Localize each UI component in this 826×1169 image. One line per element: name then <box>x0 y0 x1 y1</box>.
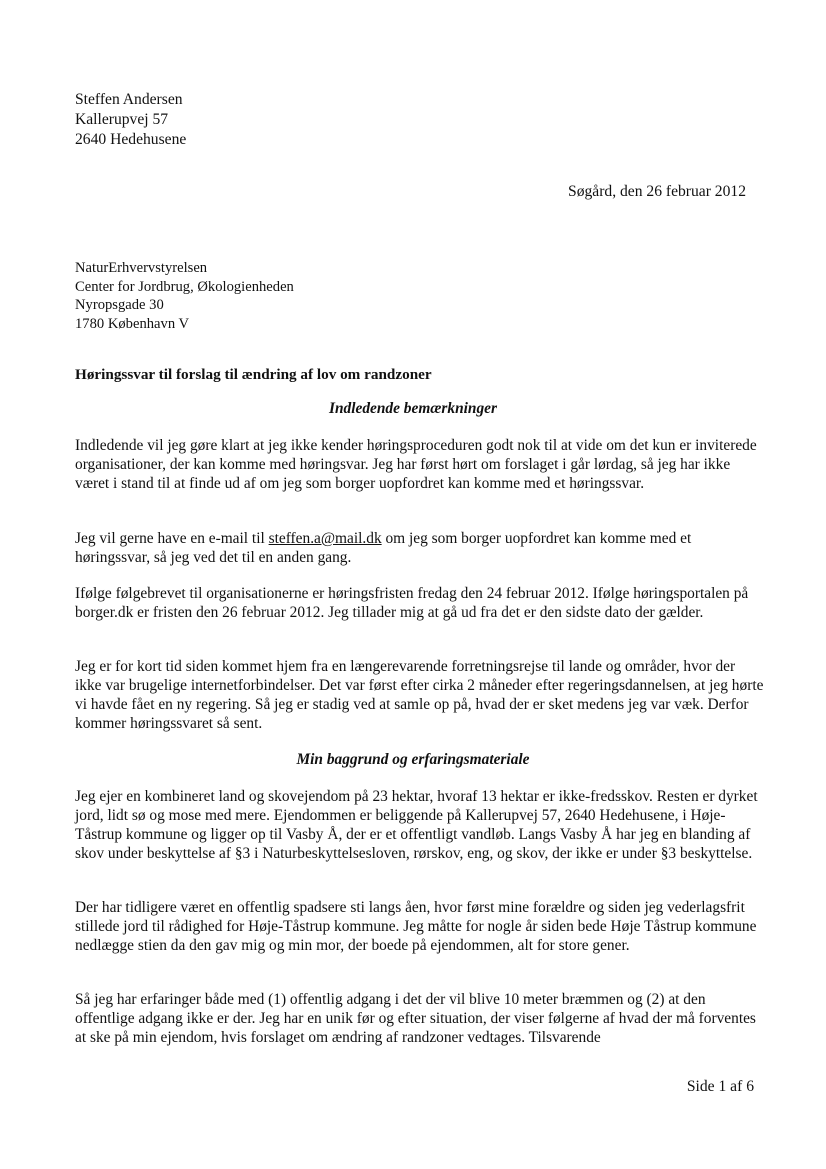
section-heading-introductory: Indledende bemærkninger <box>328 400 498 417</box>
recipient-line-4: 1780 København V <box>75 315 190 332</box>
paragraph-5: Jeg ejer en kombineret land og skovejendom på 23 hektar, hvoraf 13 hektar er ikke-fredsskov. Resten er dyrket jord, lidt sø og mose med mere. Ejendommen er beliggende på Kallerupvej 57, 2640 Hedehusene, i Høje-Tåstrup kommune og ligger op til Vasby Å, der er et offentligt vandløb. Langs Vasby Å har jeg en blanding af skov under beskyttelse af §3 i Naturbeskyttelsesloven, rørskov, eng, og skov, der ikke er under §3 beskyttelse. <box>75 788 758 862</box>
email-link[interactable]: steffen.a@mail.dk <box>268 530 382 547</box>
page-number: Side 1 af 6 <box>686 1078 754 1095</box>
sender-city: 2640 Hedehusene <box>75 131 187 148</box>
paragraph-1: Indledende vil jeg gøre klart at jeg ikke kender høringsproceduren godt nok til at vide om det kun er inviterede organisationer, der kan komme med høringsvar. Jeg har først hørt om forslaget i går lørdag, så jeg har ikke været i stand til at finde ud af om jeg som borger uopfordret kan komme med et høringssvar. <box>75 437 757 492</box>
letter-date: Søgård, den 26 februar 2012 <box>568 183 746 200</box>
paragraph-3: Ifølge følgebrevet til organisationerne er høringsfristen fredag den 24 februar 2012. Ifølge høringsportalen på borger.dk er fristen den 26 februar 2012. Jeg tillader mig at gå ud fra det er den sidste dato der gælder. <box>75 585 749 621</box>
sender-street: Kallerupvej 57 <box>75 111 169 128</box>
recipient-address <box>75 259 294 333</box>
sender-name: Steffen Andersen <box>75 91 183 108</box>
paragraph-2-before: Jeg vil gerne have en e-mail til <box>75 530 269 547</box>
section-heading-background: Min baggrund og erfaringsmateriale <box>296 751 530 768</box>
paragraph-2-after: om jeg som borger uopfordret kan komme med et høringssvar, så jeg ved det til en anden gang. <box>75 530 692 566</box>
recipient-line-3: Nyropsgade 30 <box>75 297 164 313</box>
sender-address <box>75 90 186 150</box>
paragraph-7: Så jeg har erfaringer både med (1) offentlig adgang i det der vil blive 10 meter bræmmen og (2) at den offentlige adgang ikke er der. Jeg har en unik før og efter situation, der viser følgerne af hvad der må forventes at ske på min ejendom, hvis forslaget om ændring af randzoner vedtages. Tilsvarende <box>75 991 756 1046</box>
recipient-line-1: NaturErhvervstyrelsen <box>75 260 208 276</box>
paragraph-4: Jeg er for kort tid siden kommet hjem fra en længerevarende forretningsrejse til lande og områder, hvor der ikke var brugelige internetforbindelser. Det var først efter cirka 2 måneder efter regeringsdannelsen, at jeg hørte vi havde fået en ny regering. Så jeg er stadig ved at samle op på, hvad der er sket medens jeg var væk. Derfor kommer høringssvaret så sent. <box>75 658 764 732</box>
paragraph-6: Der har tidligere været en offentlig spadsere sti langs åen, hvor først mine forældre og siden jeg vederlagsfrit stillede jord til rådighed for Høje-Tåstrup kommune. Jeg måtte for nogle år siden bede Høje Tåstrup kommune nedlægge stien da den gav mig og min mor, der boede på ejendommen, alt for store gener. <box>75 899 757 954</box>
paragraph-2 <box>75 529 765 567</box>
recipient-line-2: Center for Jordbrug, Økologienheden <box>75 278 294 295</box>
letter-subject: Høringssvar til forslag til ændring af lov om randzoner <box>75 366 432 383</box>
